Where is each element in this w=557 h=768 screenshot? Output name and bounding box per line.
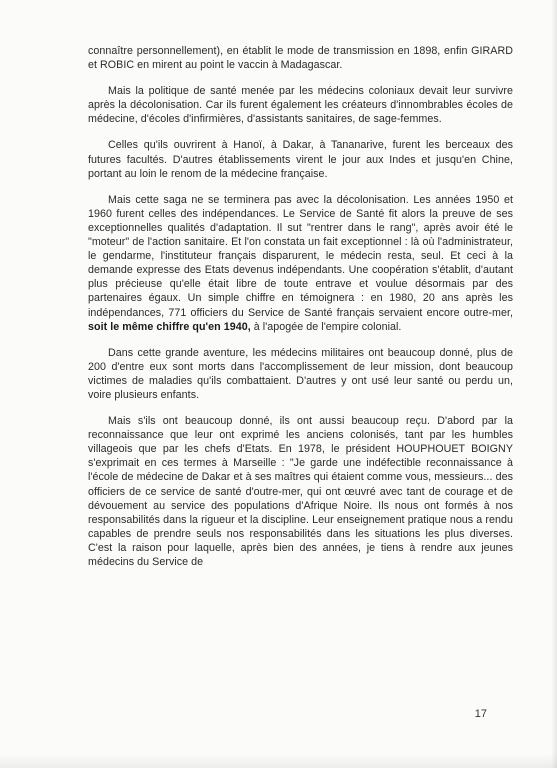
paragraph-recognition — [88, 414, 513, 569]
paragraph-text: à l'apogée de l'empire colonial. — [250, 320, 402, 333]
page-number: 17 — [474, 708, 487, 720]
paragraph-text: Mais s'ils ont beaucoup donné, ils ont aussi beaucoup reçu. D'abord par la reconnaissance que leur ont exprimé les anciens colonisés, tant par les humbles villageois que par les chefs d'Etats. En 1978, le président HOUPHOUET BOIGNY s'exprimait en ces termes à Marseille : "Je garde une indéfectible reconnaissance à l'école de médecine de Dakar et à ses maîtres qui étaient comme vous, messieurs... des officiers de ce service de santé d'outre-mer, qui ont œuvré avec tant de courage et de dévouement au service des populations d'Afrique Noire. Ils nous ont formés à nos responsabilités dans la rigueur et la discipline. Leur enseignement pratique nous a rendu capables de prendre seuls nos responsabilités dans les situations les plus diverses. C'est la raison pour laquelle, après bien des années, je tiens à rendre aux jeunes médecins du Service de — [88, 415, 513, 568]
paragraph-faculties — [88, 138, 513, 180]
paragraph-text: Mais cette saga ne se terminera pas avec la décolonisation. Les années 1950 et 1960 furent celles des indépendances. Le Service de Santé fit alors la preuve de ses exceptionnelles qualités d'adaptation. Il sut "rentrer dans le rang", après avoir été le "moteur" de l'action sanitaire. Et l'on constata un fait exceptionnel : là où l'administrateur, le gendarme, l'instituteur français disparurent, le médecin resta, seul. Et ceci à la demande expresse des Etats devenus indépendants. Une coopération s'établit, d'autant plus précieuse qu'elle était libre de toute entrave et voulue désormais par des partenaires égaux. Un simple chiffre en témoignera : en 1980, 20 ans après les indépendances, 771 officiers du Service de Santé français servaient encore outre-mer, — [88, 193, 513, 319]
paragraph-text: connaître personnellement), en établit le mode de transmission en 1898, enfin GIRARD et ROBIC en mirent au point le vaccin à Madagascar. — [88, 45, 513, 72]
paragraph-continuation — [88, 44, 513, 72]
paragraph-text: Dans cette grande aventure, les médecins militaires ont beaucoup donné, plus de 200 d'entre eux sont morts dans l'accomplissement de leur mission, dont beaucoup victimes de maladies qu'ils combattaient. D'autres y ont usé leur santé ou perdu un, voire plusieurs enfants. — [88, 346, 513, 401]
paragraph-health-policy — [88, 84, 513, 126]
paragraph-text: Mais la politique de santé menée par les médecins coloniaux devait leur survivre après la décolonisation. Car ils furent également les créateurs d'innombrables écoles de médecine, d'écoles d'infirmières, d'assistants sanitaires, de sage-femmes. — [88, 85, 513, 126]
paragraph-great-adventure — [88, 346, 513, 402]
paragraph-decolonisation — [88, 193, 513, 334]
emphasis-text: soit le même chiffre qu'en 1940, — [88, 320, 251, 333]
page-edge-shadow — [551, 0, 557, 768]
paragraph-text: Celles qu'ils ouvrirent à Hanoï, à Dakar, à Tananarive, furent les berceaux des futures facultés. D'autres établissements virent le jour aux Indes et jusqu'en Chine, portant au loin le renom de la médecine française. — [88, 139, 513, 180]
page-bottom-shadow — [0, 754, 557, 768]
